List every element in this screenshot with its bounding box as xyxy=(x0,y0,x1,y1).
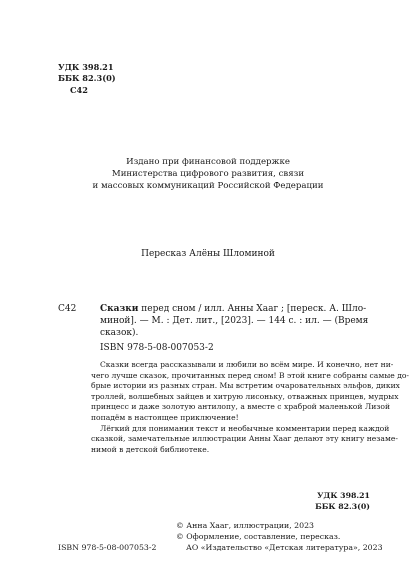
bib-line-2: миной]. — М. : Дет. лит., [2023]. — 144 с. : ил. — (Время xyxy=(100,316,369,326)
annotation-line-9: нимой в детской библиотеке. xyxy=(91,445,210,454)
annotation-line-1: Сказки всегда рассказывали и любили во всём мире. И конечно, нет ни- xyxy=(100,360,394,369)
copyright-publisher: АО «Издательство «Детская литература», 2023 xyxy=(186,543,383,552)
bib-line-3: сказок). xyxy=(100,328,139,338)
bib-line-1 xyxy=(100,303,366,315)
retelling-credit: Пересказ Алёны Шломиной xyxy=(141,249,275,259)
copyright-design: © Оформление, составление, пересказ. xyxy=(176,532,341,541)
annotation-line-3: брые истории из разных стран. Мы встретим очаровательных эльфов, диких xyxy=(91,381,400,390)
annotation-line-2: чего лучше сказок, прочитанных перед сном! В этой книге собраны самые до- xyxy=(91,371,410,380)
udk-code-bottom: УДК 398.21 xyxy=(317,491,370,500)
annotation-line-6: попадём в настоящее приключение! xyxy=(91,413,239,422)
annotation-line-7: Лёгкий для понимания текст и необычные комментарии перед каждой xyxy=(100,424,390,433)
bib-title: Сказки xyxy=(100,304,139,314)
bib-line-1-rest: перед сном / илл. Анны Хааг ; [переск. А. Шло- xyxy=(138,304,367,314)
udk-code-top: УДК 398.21 xyxy=(58,62,114,72)
bib-isbn: ISBN 978-5-08-007053-2 xyxy=(100,343,214,353)
annotation-line-8: сказкой, замечательные иллюстрации Анны Хааг делают эту книгу незаме- xyxy=(91,434,398,443)
bbk-code-top: ББК 82.3(0) xyxy=(58,73,116,83)
author-mark-top: С42 xyxy=(70,85,88,95)
support-notice-line-1: Издано при финансовой поддержке xyxy=(126,157,290,167)
bib-author-mark: С42 xyxy=(58,304,77,314)
isbn-bottom: ISBN 978-5-08-007053-2 xyxy=(58,543,157,552)
bbk-code-bottom: ББК 82.3(0) xyxy=(315,502,370,511)
annotation-line-4: троллей, волшебных зайцев и хитрую лисоньку, отважных принцев, мудрых xyxy=(91,392,399,401)
annotation-line-5: принцесс и даже золотую антилопу, а вместе с храброй маленькой Лизой xyxy=(91,402,391,411)
support-notice-line-2: Министерства цифрового развития, связи xyxy=(111,169,305,179)
copyright-illustrations: © Анна Хааг, иллюстрации, 2023 xyxy=(176,521,315,530)
support-notice-line-3: и массовых коммуникаций Российской Федерации xyxy=(92,181,324,191)
